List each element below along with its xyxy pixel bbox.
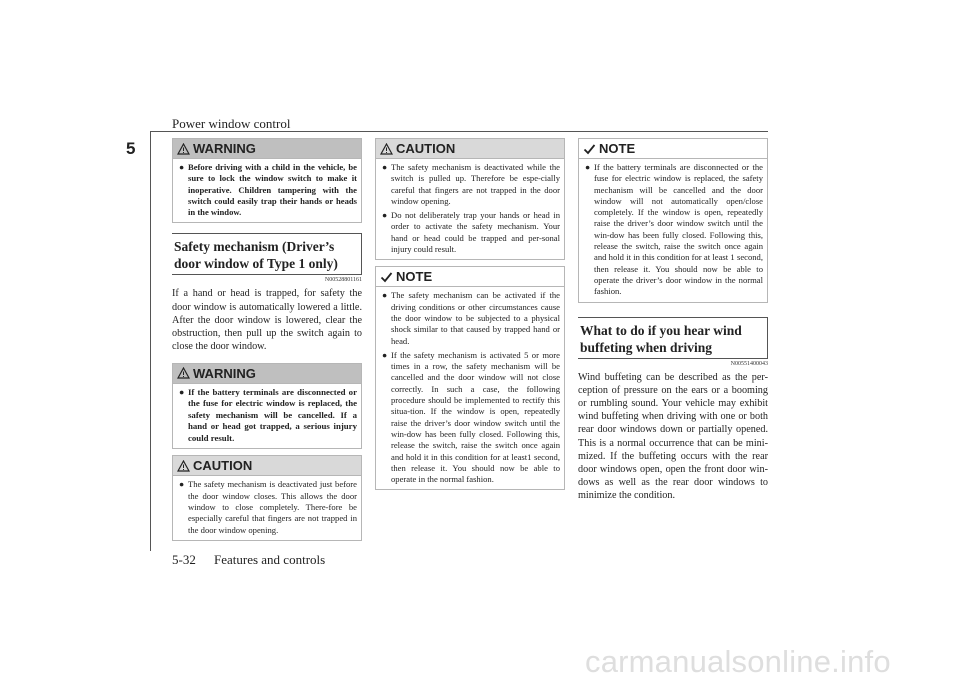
chapter-number: 5 [126,139,136,158]
column-1 [172,138,362,547]
bullet-item: ● If the battery terminals are disconnected or the fuse for electric window is replaced, the safety mechanism will be cancelled and the door window will not automatically open/close completely. If the window is open, repeatedly raise the driver’s door window switch until the win-dow has been fully closed. Following this, release the switch, raise the switch once again and hold it in this condition for at least 1 second, then release it. You should now be able to operate the driver’s door window in the normal fashion. [585,162,763,297]
bullet-item: ● The safety mechanism is deactivated while the switch is pulled up. Therefore be espe-cially careful that fingers are not trapped in the door window opening. [382,162,560,206]
footer-watermark: carmanualsonline.info [585,644,891,679]
bullet-item: ● The safety mechanism is deactivated just before the door window closes. This allows the door window to close completely. There-fore be especially careful that fingers are not trapped in the door window opening. [179,479,357,535]
bullet-item: ● If the safety mechanism is activated 5 or more times in a row, the safety mechanism will be cancelled and the door window will not close correctly. In such a case, the following procedure should be implemented to rectify this situa-tion. If the window is open, repeatedly raise the driver’s door window switch until the win-dow has been fully closed. Following this, release the switch, raise the switch once again and hold it in this condition for at least1 second, then release it. You should now be able to operate in the normal fashion. [382,349,560,485]
caution-header [173,456,361,476]
warning-triangle-icon [177,367,190,379]
warning-header [173,139,361,159]
checkmark-icon [583,143,596,155]
column-2 [375,138,565,496]
warning-box-child [172,138,362,223]
caution-label: CAUTION [396,141,456,156]
note-label: NOTE [396,269,433,285]
note-header [376,267,564,287]
header-rule [150,131,768,132]
note-header [579,139,767,159]
bullet-dot-icon: ● [179,479,185,490]
body-paragraph: If a hand or head is trapped, for safety the door window is automatically lowered a little. After the door window is lowered, clear the obstruction, then pull up the switch again to close the door window. [172,288,362,353]
bullet-item: ● Before driving with a child in the vehicle, be sure to lock the window switch to make it inoperative. Children tampering with the switch could easily trap their hands or heads in the window. [179,162,357,218]
checkmark-icon [380,271,393,283]
footer-page-number: 5-32 [172,552,196,567]
bullet-dot-icon: ● [585,162,591,172]
note-box-activation [375,266,565,490]
warning-box-battery [172,363,362,450]
reference-code: N00528801161 [324,277,362,284]
bullet-dot-icon: ● [382,210,388,221]
page-header-title: Power window control [172,116,291,131]
footer-section-title: Features and controls [214,552,326,567]
caution-box-switch [375,138,565,260]
warning-label: WARNING [193,141,256,156]
section-heading-wind-buffeting: What to do if you hear wind buffeting when driving [578,317,768,359]
caution-triangle-icon [380,143,393,155]
bullet-dot-icon: ● [179,162,185,172]
section-heading-safety-mechanism: Safety mechanism (Driver’s door window of Type 1 only) [172,233,362,275]
reference-code: N00551400043 [730,360,768,367]
body-paragraph: Wind buffeting can be described as the per-ception of pressure on the ears or a booming or rumbling sound. Your vehicle may exhibit wind buffeting when driving with one or both rear door windows down or partially opened. This is a normal occurrence that can be mini-mized. If the buffeting occurs with the rear door windows open, open the front door win-dows as well as the rear door windows to minimize the condition. [578,371,768,502]
bullet-dot-icon: ● [382,162,388,172]
bullet-item: ● The safety mechanism can be activated if the driving conditions or other circumstances cause the door window to be subjected to a physical shock similar to that caused by trapped hand or head. [382,290,560,346]
warning-label: WARNING [193,365,256,381]
warning-triangle-icon [177,143,190,155]
bullet-item: ● Do not deliberately trap your hands or head in order to activate the safety mechanism. Your hand or head could be trapped and per-sonal injury could result. [382,210,560,255]
chapter-rule [150,131,151,551]
note-label: NOTE [599,141,636,156]
caution-label: CAUTION [193,458,253,474]
bullet-item: ● If the battery terminals are disconnected or the fuse for electric window is replaced, the safety mechanism will be cancelled. If a hand or head got trapped, a serious injury could result. [179,386,357,443]
note-box-battery [578,138,768,303]
caution-header [376,139,564,159]
column-3 [578,138,768,512]
bullet-dot-icon: ● [382,349,388,360]
caution-triangle-icon [177,460,190,472]
caution-box-deactivation [172,455,362,540]
warning-header [173,364,361,384]
bullet-dot-icon: ● [382,290,388,301]
bullet-dot-icon: ● [179,386,185,397]
